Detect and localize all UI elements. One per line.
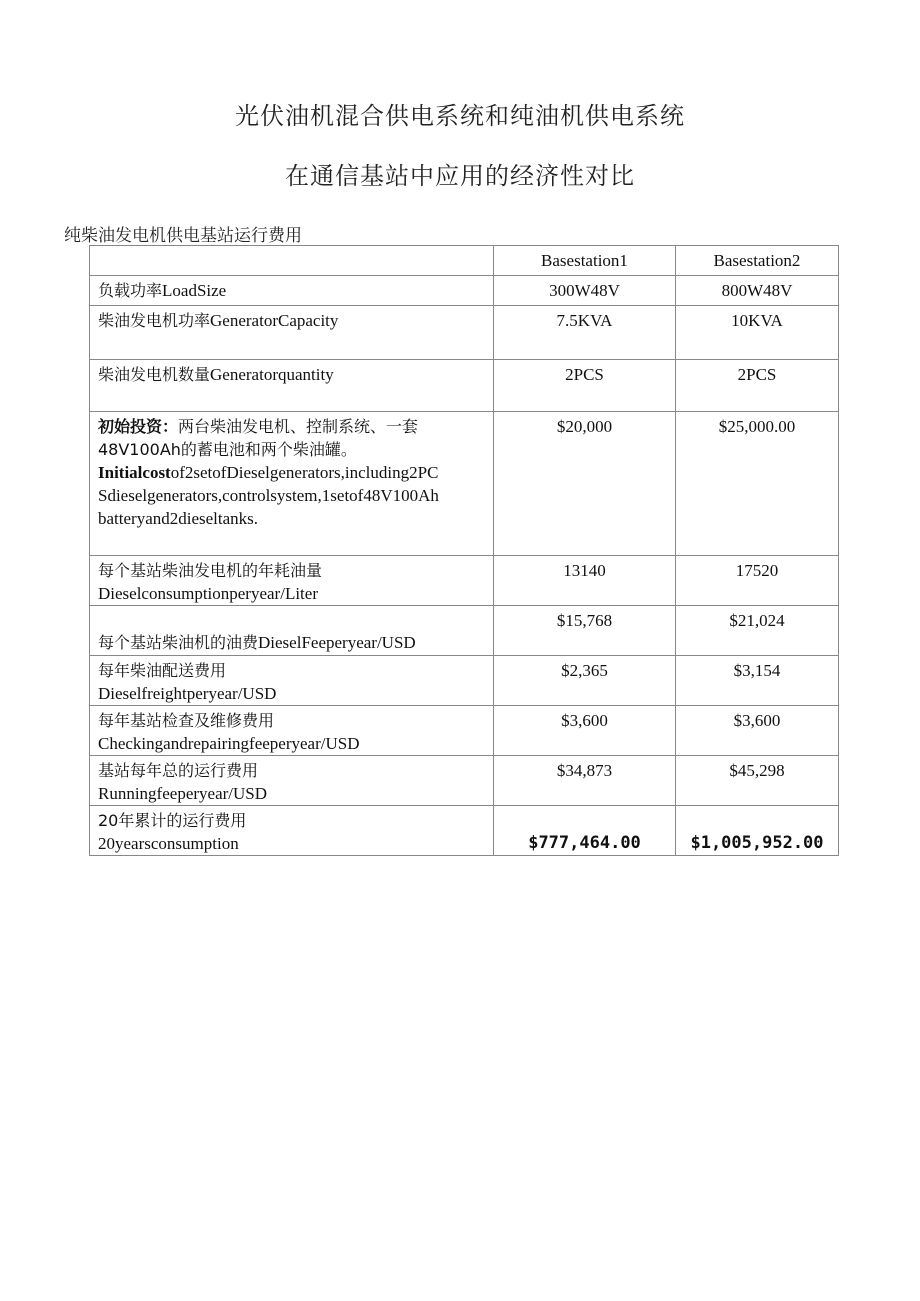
row-label-en: GeneratorCapacity xyxy=(210,311,339,330)
table-row xyxy=(90,276,839,306)
value-basestation1: 7.5KVA xyxy=(494,306,676,360)
row-label-zh: 每年柴油配送费用 xyxy=(98,661,227,680)
row-label-en: of2setofDieselgenerators,including2PC xyxy=(170,463,439,482)
page-title-line-2: 在通信基站中应用的经济性对比 xyxy=(285,162,635,190)
value-basestation1: $34,873 xyxy=(494,756,676,806)
row-label xyxy=(90,606,494,656)
value-basestation2: $25,000.00 xyxy=(676,412,839,556)
row-label-zh: 每个基站柴油机的油费 xyxy=(98,633,259,652)
table-row xyxy=(90,806,839,856)
row-label-en-bold: Initialcost xyxy=(98,463,171,482)
value-basestation1: 300W48V xyxy=(494,276,676,306)
table-row xyxy=(90,656,839,706)
row-label-zh: 每年基站检查及维修费用 xyxy=(98,711,275,730)
table-row xyxy=(90,556,839,606)
value-basestation2: 2PCS xyxy=(676,360,839,412)
value-basestation2: 17520 xyxy=(676,556,839,606)
row-label-en: LoadSize xyxy=(162,281,227,300)
row-label xyxy=(90,556,494,606)
value-basestation1: $20,000 xyxy=(494,412,676,556)
row-label-en: Checkingandrepairingfeeperyear/USD xyxy=(98,734,360,753)
row-label-en: 20yearsconsumption xyxy=(98,834,239,853)
total-20y-basestation1: $777,464.00 xyxy=(528,833,641,853)
value-basestation1: 13140 xyxy=(494,556,676,606)
row-label-zh: 两台柴油发电机、控制系统、一套 xyxy=(178,417,419,436)
value-basestation1 xyxy=(494,806,676,856)
page-title-line-1: 光伏油机混合供电系统和纯油机供电系统 xyxy=(235,102,685,130)
value-basestation2: $45,298 xyxy=(676,756,839,806)
row-label-en: Dieselconsumptionperyear/Liter xyxy=(98,584,318,603)
row-label-zh: 柴油发电机数量 xyxy=(98,365,211,384)
row-label-en: Runningfeeperyear/USD xyxy=(98,784,268,803)
row-label xyxy=(90,360,494,412)
table-caption: 纯柴油发电机供电基站运行费用 xyxy=(64,226,302,246)
value-basestation2: 800W48V xyxy=(676,276,839,306)
value-basestation2: 10KVA xyxy=(676,306,839,360)
row-label xyxy=(90,306,494,360)
table-row xyxy=(90,756,839,806)
header-blank xyxy=(90,246,494,276)
value-basestation2 xyxy=(676,806,839,856)
row-label-zh: 每个基站柴油发电机的年耗油量 xyxy=(98,561,323,580)
table-row xyxy=(90,606,839,656)
row-label-zh-bold: 初始投资： xyxy=(98,417,179,436)
row-label xyxy=(90,412,494,556)
table-row xyxy=(90,706,839,756)
row-label xyxy=(90,806,494,856)
value-basestation1: $3,600 xyxy=(494,706,676,756)
row-label-en: Generatorquantity xyxy=(210,365,334,384)
row-label-zh: 柴油发电机功率 xyxy=(98,311,211,330)
row-label xyxy=(90,656,494,706)
table-row xyxy=(90,360,839,412)
row-label xyxy=(90,276,494,306)
table-header-row xyxy=(90,246,839,276)
value-basestation2: $3,154 xyxy=(676,656,839,706)
row-label-zh-line2: 48V100Ah的蓄电池和两个柴油罐。 xyxy=(98,440,357,459)
value-basestation2: $21,024 xyxy=(676,606,839,656)
header-basestation2: Basestation2 xyxy=(676,246,839,276)
row-label-en-line3: batteryand2dieseltanks. xyxy=(98,509,259,528)
row-label-en: Dieselfreightperyear/USD xyxy=(98,684,277,703)
table-row xyxy=(90,412,839,556)
row-label-en: DieselFeeperyear/USD xyxy=(258,633,416,652)
value-basestation1: $15,768 xyxy=(494,606,676,656)
row-label-en-line2: Sdieselgenerators,controlsystem,1setof48V100Ah xyxy=(98,486,439,505)
row-label xyxy=(90,756,494,806)
value-basestation2: $3,600 xyxy=(676,706,839,756)
row-label-zh: 20年累计的运行费用 xyxy=(98,811,247,830)
table-row xyxy=(90,306,839,360)
value-basestation1: $2,365 xyxy=(494,656,676,706)
cost-comparison-table xyxy=(89,245,839,856)
header-basestation1: Basestation1 xyxy=(494,246,676,276)
row-label xyxy=(90,706,494,756)
row-label-zh: 基站每年总的运行费用 xyxy=(98,761,259,780)
total-20y-basestation2: $1,005,952.00 xyxy=(690,833,824,853)
value-basestation1: 2PCS xyxy=(494,360,676,412)
row-label-zh: 负载功率 xyxy=(98,281,163,300)
